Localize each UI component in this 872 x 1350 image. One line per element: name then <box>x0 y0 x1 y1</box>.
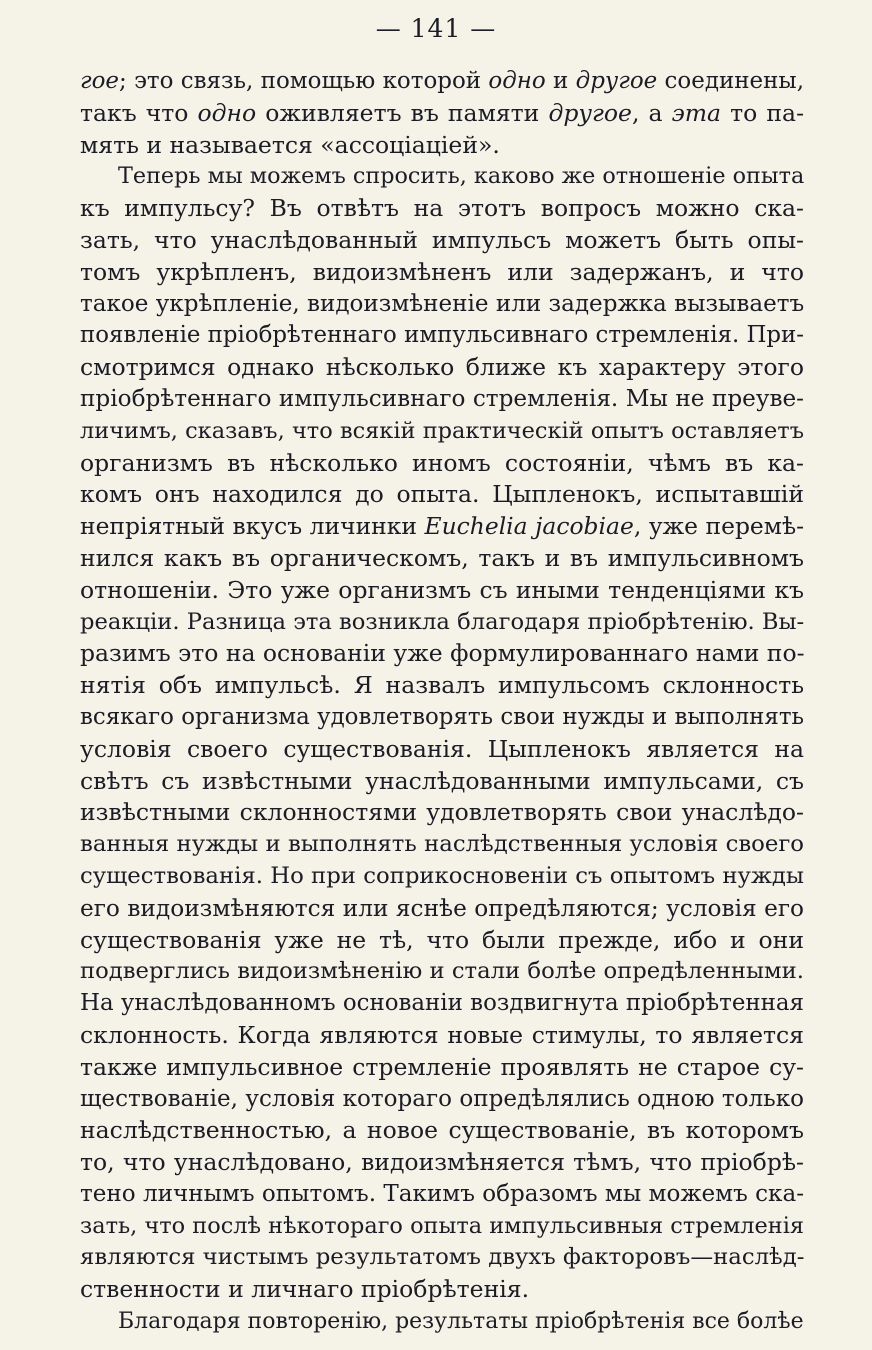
text-segment: склонность. Когда являются новые стимулы, то является <box>80 1020 804 1049</box>
text-segment: На унаслѣдованномъ основаніи воздвигнута пріобрѣтенная <box>80 990 804 1017</box>
italic-text: гое <box>80 68 120 94</box>
text-line <box>80 1179 804 1211</box>
text-line <box>80 607 804 639</box>
text-segment: соединены, <box>657 68 804 94</box>
text-segment: , уже перемѣ- <box>633 512 804 541</box>
text-line <box>80 766 804 798</box>
text-line <box>80 98 804 130</box>
text-segment: организмъ въ нѣсколько иномъ состояніи, чѣмъ въ ка- <box>80 448 804 477</box>
text-line <box>80 829 804 861</box>
text-line <box>80 130 804 162</box>
text-line <box>80 448 804 480</box>
text-segment: нятія объ импульсѣ. Я назвалъ импульсомъ склонность <box>80 671 804 700</box>
paragraph <box>80 161 804 1306</box>
text-segment: смотримся однако нѣсколько ближе къ характеру этого <box>80 353 804 382</box>
text-segment: мять и называется «ассоціаціей». <box>80 130 500 159</box>
text-line <box>80 670 804 702</box>
text-segment: условія своего существованія. Цыпленокъ является на <box>80 734 804 763</box>
text-line <box>80 479 804 511</box>
body-text <box>80 66 804 1338</box>
text-segment: Теперь мы можемъ спросить, каково же отношеніе опыта <box>118 163 805 190</box>
text-segment: также импульсивное стремленіе проявлять не старое су- <box>80 1052 804 1081</box>
text-line <box>80 320 804 352</box>
text-line <box>80 575 804 607</box>
text-segment: извѣстными склонностями удовлетворять свои унаслѣдо- <box>80 798 804 827</box>
text-line <box>80 66 804 98</box>
text-line <box>80 956 804 988</box>
text-segment: отношеніи. Это уже организмъ съ иными тенденціями къ <box>80 575 804 604</box>
paragraph <box>80 66 804 161</box>
text-line <box>80 257 804 289</box>
text-segment: , а <box>631 98 672 127</box>
text-line <box>80 352 804 384</box>
text-segment: зать, что унаслѣдованный импульсъ можетъ быть опы- <box>80 225 804 254</box>
text-segment: ществованіе, условія котораго опредѣлялись одною только <box>80 1085 804 1112</box>
text-line <box>80 289 804 321</box>
italic-text: другое <box>575 68 658 94</box>
text-segment: такое укрѣпленіе, видоизмѣненіе или задержка вызываетъ <box>80 290 805 317</box>
text-segment: пріобрѣтеннаго импульсивнаго стремленія. Мы не преуве- <box>80 385 804 412</box>
text-segment: появленіе пріобрѣтеннаго импульсивнаго стремленія. При- <box>80 322 804 349</box>
italic-text: одно <box>488 68 546 94</box>
text-line <box>80 988 804 1020</box>
text-segment: комъ онъ находился до опыта. Цыпленокъ, испытавшій <box>80 480 804 509</box>
text-segment: и <box>545 68 576 94</box>
text-segment: реакціи. Разница эта возникла благодаря пріобрѣтенію. Вы- <box>80 608 805 635</box>
text-segment: то, что унаслѣдовано, видоизмѣняется тѣмъ, что пріобрѣ- <box>80 1148 804 1177</box>
text-segment: нился какъ въ органическомъ, такъ и въ импульсивномъ <box>80 543 804 572</box>
text-segment: всякаго организма удовлетворять свои нужды и выполнять <box>80 703 804 730</box>
text-segment: подверглись видоизмѣненію и стали болѣе опредѣленными. <box>80 958 804 985</box>
text-segment: его видоизмѣняются или яснѣе опредѣляются; условія его <box>80 894 804 922</box>
text-line <box>80 1242 804 1274</box>
text-line <box>80 925 804 957</box>
text-segment: зать, что послѣ нѣкотораго опыта импульсивныя стремленія <box>80 1212 804 1239</box>
paragraph <box>80 1306 804 1338</box>
text-line <box>80 225 804 257</box>
text-line <box>80 193 804 225</box>
text-segment: тено личнымъ опытомъ. Такимъ образомъ мы можемъ ска- <box>80 1180 804 1207</box>
italic-text: одно <box>197 98 257 127</box>
text-segment: разимъ это на основаніи уже формулированнаго нами по- <box>80 639 805 668</box>
text-segment: свѣтъ съ извѣстными унаслѣдованными импульсами, съ <box>80 766 804 795</box>
italic-text: эта <box>671 98 722 127</box>
text-line <box>80 1020 804 1052</box>
text-line <box>80 1274 804 1306</box>
text-segment: ственности и личнаго пріобрѣтенія. <box>80 1275 530 1304</box>
text-line <box>80 1211 804 1243</box>
text-segment: къ импульсу? Въ отвѣтъ на этотъ вопросъ можно ска- <box>80 194 804 223</box>
text-segment: существованія. Но при соприкосновеніи съ опытомъ нужды <box>80 862 804 889</box>
text-segment: ; это связь, помощью которой <box>119 68 489 94</box>
italic-text: Euchelia jacobiae <box>424 512 634 541</box>
text-line <box>80 543 804 575</box>
text-segment: Благодаря повторенію, результаты пріобрѣтенія все болѣе <box>118 1309 804 1335</box>
text-line <box>80 1306 804 1338</box>
text-line <box>80 861 804 893</box>
text-line <box>80 797 804 829</box>
italic-text: другое <box>548 98 632 127</box>
text-line <box>80 1084 804 1116</box>
text-line <box>80 734 804 766</box>
text-segment: такъ что <box>80 98 198 127</box>
text-line <box>80 638 804 670</box>
page-number: — 141 — <box>375 14 497 43</box>
text-line <box>80 1052 804 1084</box>
text-line <box>80 1115 804 1147</box>
text-segment: существованія уже не тѣ, что были прежде, ибо и они <box>80 925 804 954</box>
text-line <box>80 893 804 925</box>
text-line <box>80 1147 804 1179</box>
text-segment: наслѣдственностью, а новое существованіе, въ которомъ <box>80 1116 804 1145</box>
text-line <box>80 384 804 416</box>
text-line <box>80 416 804 448</box>
text-segment: то па- <box>721 98 805 127</box>
text-line <box>80 161 804 193</box>
text-segment: непріятный вкусъ личинки <box>80 512 425 541</box>
text-segment: личимъ, сказавъ, что всякій практическій опытъ оставляетъ <box>80 417 804 444</box>
text-segment: являются чистымъ результатомъ двухъ факторовъ—наслѣд- <box>80 1244 805 1271</box>
text-segment: ванныя нужды и выполнять наслѣдственныя условія своего <box>80 831 804 858</box>
text-line <box>80 511 804 543</box>
text-segment: томъ укрѣпленъ, видоизмѣненъ или задержанъ, и что <box>80 257 804 286</box>
text-line <box>80 702 804 734</box>
text-segment: оживляетъ въ памяти <box>256 98 549 127</box>
